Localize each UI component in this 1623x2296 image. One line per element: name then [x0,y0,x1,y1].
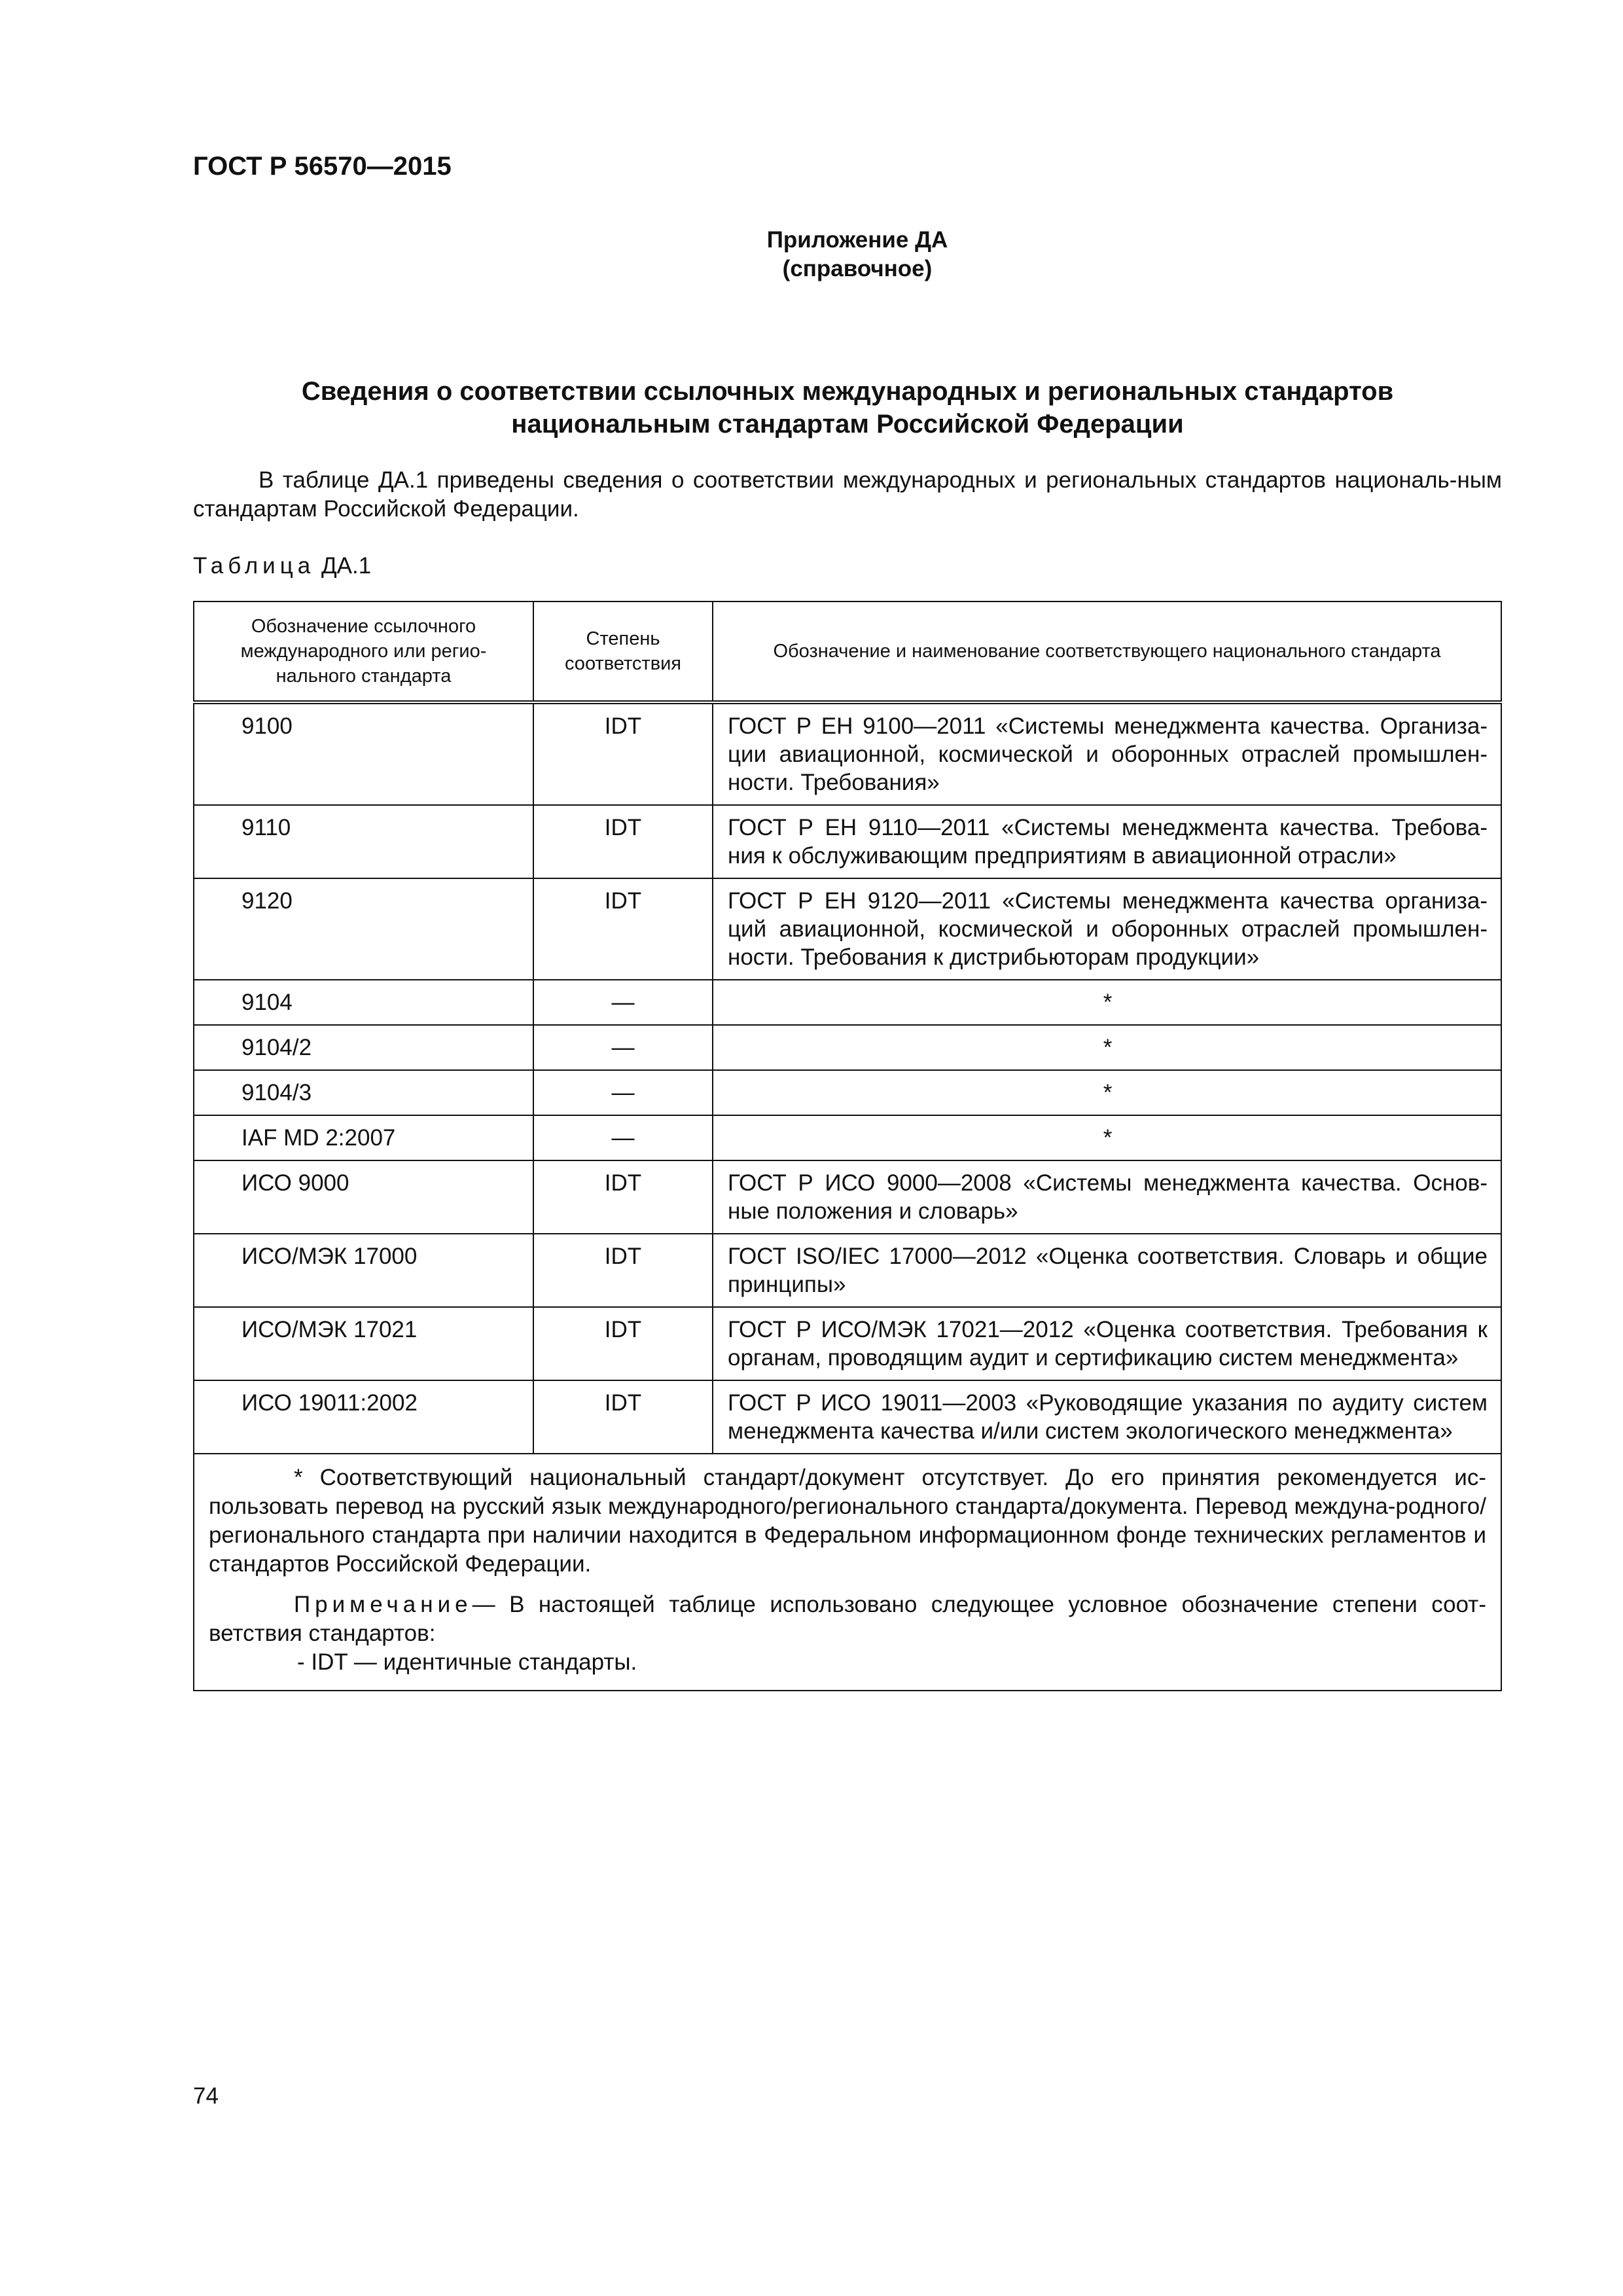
table-row [194,1025,1501,1070]
cell-degree: IDT [533,878,713,980]
section-heading [193,375,1502,440]
table-row [194,1160,1501,1234]
note-list-item: - IDT — идентичные стандарты. [297,1649,637,1675]
cell-degree: IDT [533,1307,713,1380]
cell-national: ГОСТ ISO/IEC 17000—2012 «Оценка соответствия. Словарь и общие принципы» [713,1234,1501,1307]
cell-reference: ИСО/МЭК 17021 [194,1307,533,1380]
cell-degree: — [533,1025,713,1070]
cell-degree: IDT [533,702,713,805]
cell-reference: ИСО 19011:2002 [194,1380,533,1454]
cell-reference: 9104 [194,980,533,1025]
cell-reference: 9104/3 [194,1070,533,1115]
cell-national: ГОСТ Р ИСО/МЭК 17021—2012 «Оценка соответствия. Требования к органам, проводящим аудит и сертификацию систем менеджмента» [713,1307,1501,1380]
table-footer-row [194,1454,1501,1691]
cell-degree: IDT [533,805,713,878]
cell-national: ГОСТ Р ИСО 19011—2003 «Руководящие указания по аудиту систем менеджмента качества и/или систем экологического менеджмента» [713,1380,1501,1454]
table-row [194,805,1501,878]
note-text: — В настоящей таблице использовано следующее условное обозначение степени соот-ветствия стандартов: [209,1592,1486,1646]
cell-degree: — [533,1070,713,1115]
table-label [193,553,371,579]
table-footnote: * Соответствующий национальный стандарт/документ отсутствует. До его принятия рекомендуется ис-пользовать перевод на русский язык международного/регионального стандарта/документа. Перевод междуна-родного/регионального стандарта при наличии находится в Федеральном информационном фонде технических регламентов и стандартов Российской Федерации. [209,1465,1486,1577]
cell-reference: 9104/2 [194,1025,533,1070]
table-header-row [194,601,1501,702]
table-row [194,1307,1501,1380]
cell-reference: IAF MD 2:2007 [194,1115,533,1160]
cell-degree: — [533,1115,713,1160]
cell-degree: IDT [533,1234,713,1307]
page-number: 74 [193,2083,219,2109]
column-header-national: Обозначение и наименование соответствующего национального стандарта [713,601,1501,702]
heading-line-2: национальным стандартам Российской Федерации [511,410,1184,439]
cell-degree: IDT [533,1380,713,1454]
table-label-number: ДА.1 [321,553,372,579]
column-header-reference: Обозначение ссылочного международного или регио-нального стандарта [194,601,533,702]
cell-national: ГОСТ Р ЕН 9110—2011 «Системы менеджмента качества. Требова-ния к обслуживающим предприятиям в авиационной отрасли» [713,805,1501,878]
cell-national: * [713,1070,1501,1115]
table-row [194,878,1501,980]
cell-reference: ИСО 9000 [194,1160,533,1234]
table-label-word: Таблица [193,553,315,579]
annex-block [0,226,1623,283]
heading-line-1: Сведения о соответствии ссылочных международных и региональных стандартов [301,377,1394,406]
column-header-degree: Степень соответствия [533,601,713,702]
table-row [194,1070,1501,1115]
cell-degree: — [533,980,713,1025]
cell-degree: IDT [533,1160,713,1234]
table-row [194,980,1501,1025]
annex-status: (справочное) [782,256,933,281]
cell-national: * [713,980,1501,1025]
cell-national: * [713,1115,1501,1160]
cell-reference: 9110 [194,805,533,878]
note-label: Примечание [294,1592,473,1617]
cell-reference: ИСО/МЭК 17000 [194,1234,533,1307]
cell-national: * [713,1025,1501,1070]
table-row [194,1115,1501,1160]
cell-national: ГОСТ Р ЕН 9100—2011 «Системы менеджмента качества. Организа-ции авиационной, космической и оборонных отраслей промышлен-ности. Требования» [713,702,1501,805]
cell-reference: 9100 [194,702,533,805]
annex-title: Приложение ДА [766,227,948,253]
table-note [209,1590,1486,1648]
cell-national: ГОСТ Р ЕН 9120—2011 «Системы менеджмента качества организа-ций авиационной, космической и оборонных отраслей промышлен-ности. Требования к дистрибьюторам продукции» [713,878,1501,980]
document-id: ГОСТ Р 56570—2015 [193,152,452,181]
table-footer [194,1454,1501,1691]
cell-national: ГОСТ Р ИСО 9000—2008 «Системы менеджмента качества. Основ-ные положения и словарь» [713,1160,1501,1234]
correspondence-table [193,601,1502,1691]
table-row [194,1234,1501,1307]
cell-reference: 9120 [194,878,533,980]
intro-paragraph: В таблице ДА.1 приведены сведения о соответствии международных и региональных стандартов националь-ным стандартам Российской Федерации. [193,467,1502,522]
table-row [194,1380,1501,1454]
table-row [194,702,1501,805]
